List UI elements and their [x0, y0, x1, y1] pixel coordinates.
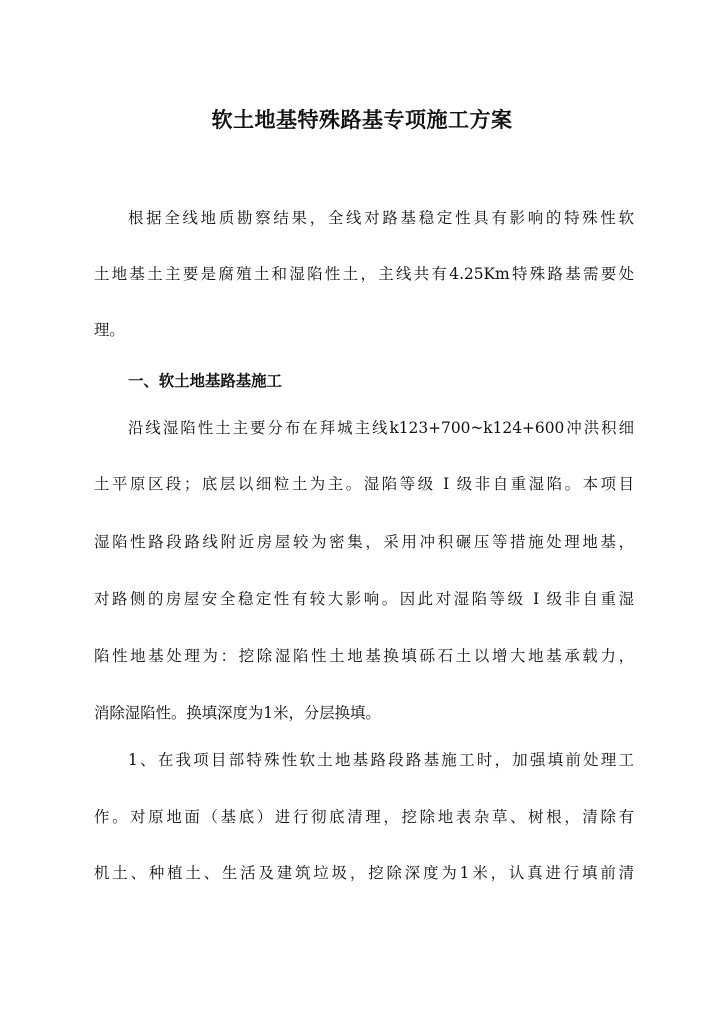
paragraph-3-line-1: 1、在我项目部特殊性软土地基路段路基施工时，加强填前处理工	[128, 751, 634, 769]
paragraph-2-line-6: 消除湿陷性。换填深度为1米，分层换填。	[94, 704, 381, 722]
paragraph-3-line-3: 机土、种植土、生活及建筑垃圾，挖除深度为1米，认真进行填前清	[94, 864, 634, 882]
paragraph-2-line-4: 对路侧的房屋安全稳定性有较大影响。因此对湿陷等级 I 级非自重湿	[94, 590, 634, 608]
paragraph-3-line-2: 作。对原地面（基底）进行彻底清理，挖除地表杂草、树根，清除有	[94, 808, 634, 826]
paragraph-2-line-3: 湿陷性路段路线附近房屋较为密集，采用冲积碾压等措施处理地基，	[94, 533, 634, 551]
paragraph-2-line-5: 陷性地基处理为：挖除湿陷性土地基换填砾石土以增大地基承载力，	[94, 647, 634, 665]
paragraph-2-line-1: 沿线湿陷性土主要分布在拜城主线k123+700~k124+600冲洪积细	[128, 419, 634, 437]
document-title: 软土地基特殊路基专项施工方案	[211, 108, 513, 132]
paragraph-1-line-2: 土地基土主要是腐殖土和湿陷性土，主线共有4.25Km特殊路基需要处	[94, 265, 634, 283]
paragraph-1-line-1: 根据全线地质勘察结果，全线对路基稳定性具有影响的特殊性软	[128, 209, 634, 227]
paragraph-1-line-3: 理。	[94, 321, 125, 339]
paragraph-2-line-2: 土平原区段；底层以细粒土为主。湿陷等级 I 级非自重湿陷。本项目	[94, 475, 634, 493]
section-heading-1: 一、软土地基路基施工	[128, 372, 282, 390]
